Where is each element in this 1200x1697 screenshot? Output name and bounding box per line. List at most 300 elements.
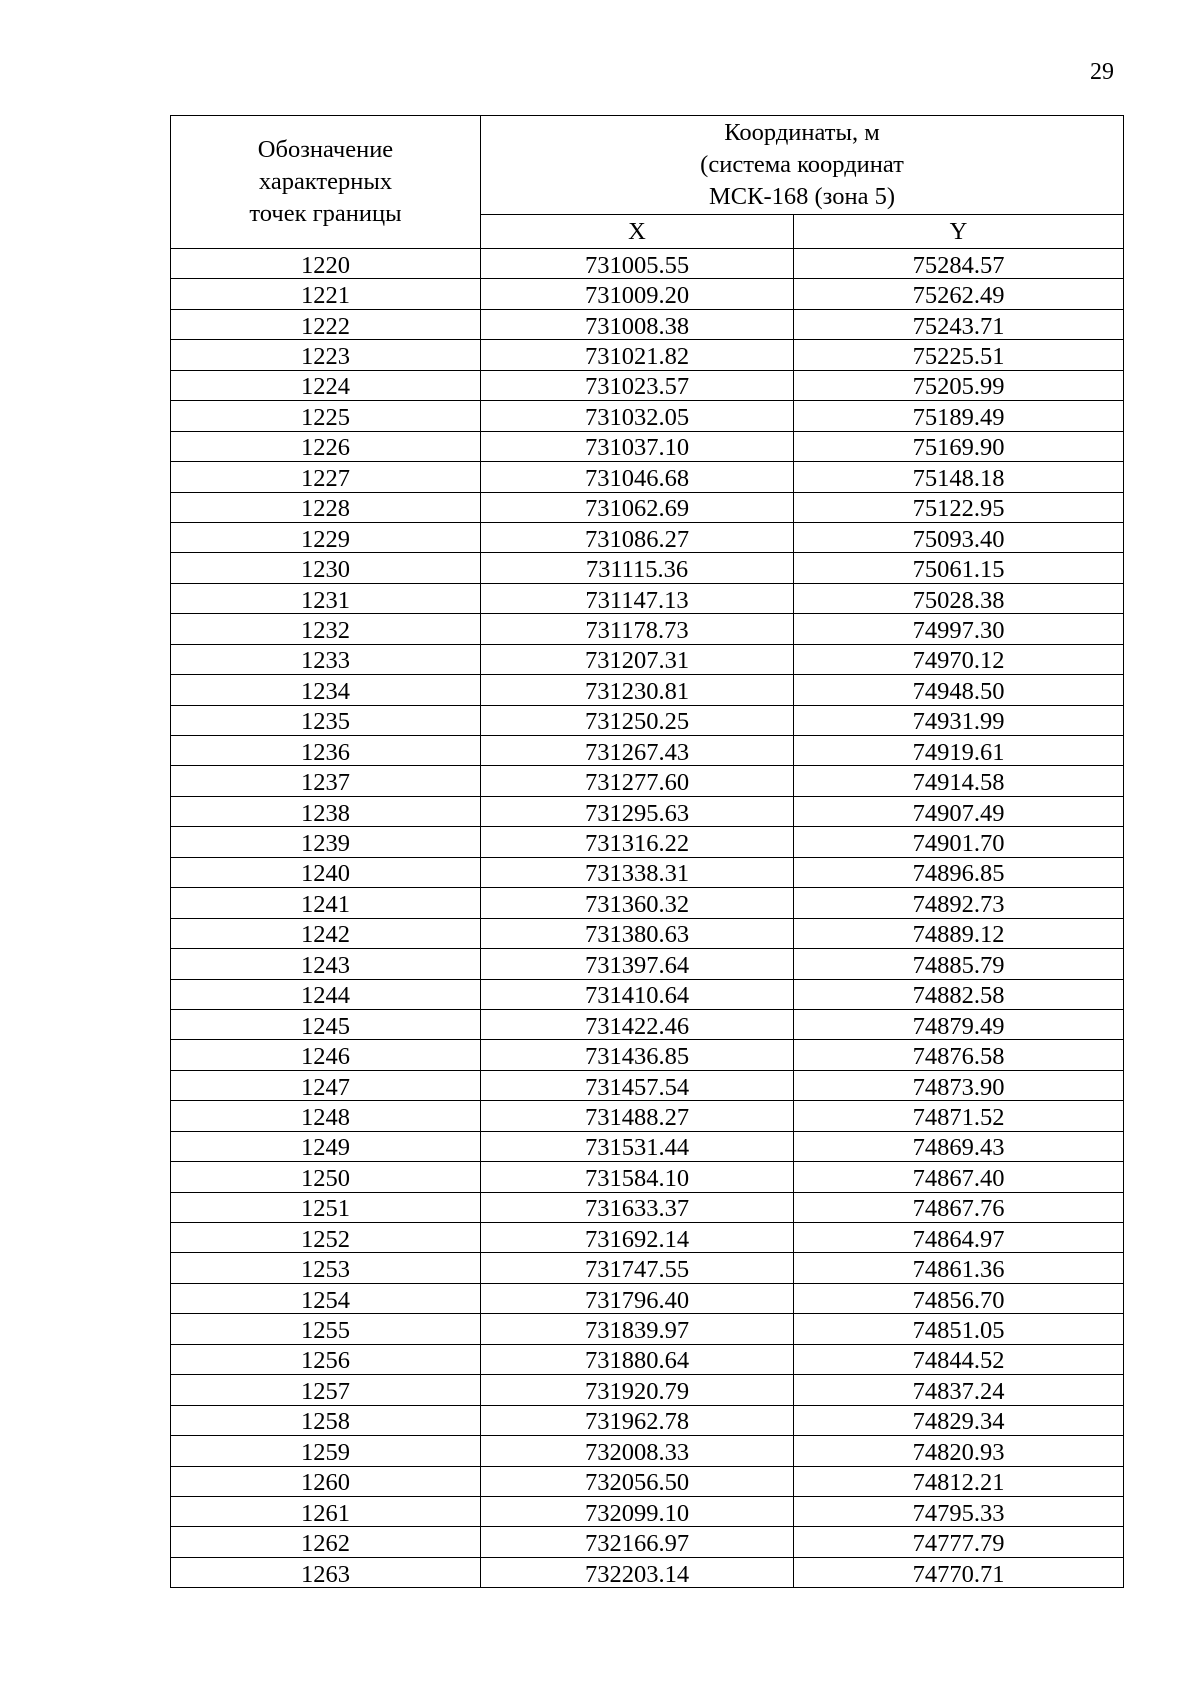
point-cell (171, 827, 481, 857)
point-cell (171, 1131, 481, 1161)
x-coordinate-cell-text: 732166.97 (584, 1530, 690, 1558)
y-coordinate-cell (794, 857, 1124, 887)
y-coordinate-cell (794, 1040, 1124, 1070)
table-row (171, 462, 1124, 492)
x-coordinate-cell (481, 1466, 794, 1496)
x-coordinate-cell (481, 462, 794, 492)
point-cell-text: 1221 (301, 282, 350, 310)
y-coordinate-cell (794, 1405, 1124, 1435)
x-coordinate-cell-text: 731023.57 (584, 373, 690, 401)
table-row (171, 279, 1124, 309)
x-coordinate-cell-text: 732203.14 (584, 1560, 690, 1588)
point-cell-text: 1244 (301, 982, 350, 1010)
x-coordinate-cell (481, 918, 794, 948)
point-cell-text: 1230 (301, 556, 350, 584)
y-coordinate-cell (794, 1436, 1124, 1466)
table-row (171, 309, 1124, 339)
table-row (171, 1405, 1124, 1435)
point-cell-text: 1260 (301, 1469, 350, 1497)
coords-header-line3: МСК-168 (зона 5) (709, 183, 895, 210)
point-cell (171, 462, 481, 492)
x-coordinate-cell (481, 1101, 794, 1131)
x-coordinate-cell-text: 731380.63 (584, 921, 690, 949)
y-coordinate-cell-text: 74896.85 (912, 860, 1005, 888)
y-coordinate-cell-text: 74873.90 (912, 1073, 1005, 1101)
x-coordinate-cell-text: 731316.22 (584, 830, 690, 858)
y-coordinate-cell (794, 462, 1124, 492)
y-coordinate-cell (794, 1070, 1124, 1100)
y-coordinate-cell (794, 522, 1124, 552)
table-row (171, 1192, 1124, 1222)
table-row (171, 1466, 1124, 1496)
x-coordinate-cell (481, 736, 794, 766)
y-coordinate-cell-text: 74876.58 (912, 1043, 1005, 1071)
x-coordinate-cell-text: 731488.27 (584, 1103, 690, 1131)
point-cell-text: 1252 (301, 1225, 350, 1253)
point-cell-text: 1258 (301, 1408, 350, 1436)
table-row (171, 918, 1124, 948)
x-coordinate-cell (481, 888, 794, 918)
point-cell-text: 1245 (301, 1012, 350, 1040)
y-coordinate-cell-text: 75028.38 (912, 586, 1005, 614)
point-cell (171, 1040, 481, 1070)
x-coordinate-cell (481, 827, 794, 857)
y-coordinate-cell (794, 766, 1124, 796)
x-coordinate-cell (481, 249, 794, 279)
x-coordinate-cell (481, 583, 794, 613)
table-row (171, 1040, 1124, 1070)
point-cell (171, 583, 481, 613)
y-coordinate-cell-text: 74931.99 (912, 708, 1005, 736)
point-cell-text: 1248 (301, 1103, 350, 1131)
x-coordinate-cell-text: 731037.10 (584, 434, 690, 462)
y-coordinate-cell (794, 583, 1124, 613)
y-coordinate-cell-text: 74997.30 (912, 616, 1005, 644)
table-row (171, 614, 1124, 644)
point-cell-text: 1233 (301, 647, 350, 675)
x-coordinate-cell (481, 614, 794, 644)
x-coordinate-cell-text: 731021.82 (584, 343, 690, 371)
point-cell-text: 1229 (301, 525, 350, 553)
y-coordinate-cell-text: 74829.34 (912, 1408, 1005, 1436)
point-cell-text: 1247 (301, 1073, 350, 1101)
x-coordinate-cell (481, 1070, 794, 1100)
x-coordinate-cell-text: 731692.14 (584, 1225, 690, 1253)
x-coordinate-cell (481, 1557, 794, 1587)
y-coordinate-cell (794, 1223, 1124, 1253)
x-coordinate-cell-text: 731032.05 (584, 403, 690, 431)
y-coordinate-cell (794, 401, 1124, 431)
y-coordinate-cell-text: 74948.50 (912, 677, 1005, 705)
y-coordinate-cell-text: 74861.36 (912, 1256, 1005, 1284)
x-coordinate-cell (481, 1253, 794, 1283)
x-coordinate-cell-text: 731046.68 (584, 464, 690, 492)
point-cell (171, 401, 481, 431)
x-coordinate-cell-text: 731796.40 (584, 1286, 690, 1314)
table-row (171, 949, 1124, 979)
y-coordinate-cell-text: 74869.43 (912, 1134, 1005, 1162)
x-coordinate-cell-text: 731920.79 (584, 1377, 690, 1405)
y-coordinate-cell-text: 75148.18 (912, 464, 1005, 492)
x-coordinate-cell-text: 731267.43 (584, 738, 690, 766)
x-coordinate-cell-text: 731633.37 (584, 1195, 690, 1223)
x-coordinate-cell-text: 731277.60 (584, 769, 690, 797)
y-coordinate-cell (794, 1375, 1124, 1405)
table-row (171, 796, 1124, 826)
table-row (171, 1253, 1124, 1283)
table-row (171, 1070, 1124, 1100)
x-coordinate-cell (481, 796, 794, 826)
x-coordinate-cell (481, 1131, 794, 1161)
x-coordinate-cell-text: 731147.13 (585, 586, 689, 614)
point-cell (171, 949, 481, 979)
y-coordinate-cell-text: 75122.95 (912, 495, 1005, 523)
point-cell-text: 1240 (301, 860, 350, 888)
coords-header-line2: (система координат (700, 151, 904, 178)
y-coordinate-cell (794, 249, 1124, 279)
table-row (171, 979, 1124, 1009)
point-cell-text: 1259 (301, 1438, 350, 1466)
x-coordinate-cell-text: 731295.63 (584, 799, 690, 827)
y-coordinate-cell (794, 736, 1124, 766)
point-cell (171, 1405, 481, 1435)
x-coordinate-cell-text: 731178.73 (585, 616, 689, 644)
y-coordinate-cell (794, 492, 1124, 522)
table-row (171, 1314, 1124, 1344)
x-coordinate-cell-text: 731086.27 (584, 525, 690, 553)
x-coordinate-cell-text: 731422.46 (584, 1012, 690, 1040)
y-coordinate-cell-text: 74885.79 (912, 951, 1005, 979)
point-cell (171, 1009, 481, 1039)
table-row (171, 522, 1124, 552)
point-cell-text: 1249 (301, 1134, 350, 1162)
point-cell (171, 614, 481, 644)
table-row (171, 736, 1124, 766)
table-row (171, 888, 1124, 918)
coordinates-table (170, 115, 1124, 1588)
x-column-header: X (481, 215, 794, 249)
y-coordinate-cell (794, 1162, 1124, 1192)
y-coordinate-cell (794, 644, 1124, 674)
table-row (171, 1009, 1124, 1039)
point-cell (171, 644, 481, 674)
x-coordinate-cell (481, 1040, 794, 1070)
y-coordinate-cell (794, 1314, 1124, 1344)
x-coordinate-cell-text: 732099.10 (584, 1499, 690, 1527)
x-coordinate-cell (481, 370, 794, 400)
x-coordinate-cell-text: 731338.31 (584, 860, 690, 888)
point-cell-text: 1253 (301, 1256, 350, 1284)
table-row (171, 827, 1124, 857)
y-coordinate-cell (794, 979, 1124, 1009)
table-row (171, 1436, 1124, 1466)
point-cell-text: 1236 (301, 738, 350, 766)
x-coordinate-cell (481, 401, 794, 431)
x-coordinate-cell (481, 1405, 794, 1435)
y-coordinate-cell (794, 1557, 1124, 1587)
y-coordinate-cell-text: 74795.33 (912, 1499, 1005, 1527)
y-coordinate-cell (794, 1131, 1124, 1161)
x-coordinate-cell (481, 553, 794, 583)
x-coordinate-cell-text: 731839.97 (584, 1317, 690, 1345)
table-row (171, 705, 1124, 735)
point-cell-text: 1228 (301, 495, 350, 523)
x-coordinate-cell (481, 492, 794, 522)
point-cell-text: 1246 (301, 1043, 350, 1071)
table-row (171, 1283, 1124, 1313)
point-cell (171, 553, 481, 583)
point-cell (171, 1466, 481, 1496)
y-coordinate-cell-text: 75262.49 (912, 282, 1005, 310)
x-coordinate-cell (481, 1283, 794, 1313)
x-coordinate-cell (481, 1192, 794, 1222)
y-coordinate-cell-text: 74882.58 (912, 982, 1005, 1010)
x-coordinate-cell-text: 731531.44 (584, 1134, 690, 1162)
point-cell (171, 888, 481, 918)
table-row (171, 857, 1124, 887)
y-coordinate-cell-text: 74820.93 (912, 1438, 1005, 1466)
point-cell (171, 1283, 481, 1313)
table-row (171, 492, 1124, 522)
point-cell (171, 1101, 481, 1131)
point-cell-text: 1263 (301, 1560, 350, 1588)
x-coordinate-cell (481, 309, 794, 339)
point-cell (171, 1436, 481, 1466)
point-cell (171, 979, 481, 1009)
point-cell-text: 1227 (301, 464, 350, 492)
y-coordinate-cell-text: 74812.21 (912, 1469, 1005, 1497)
y-coordinate-cell (794, 1527, 1124, 1557)
x-coordinate-cell (481, 340, 794, 370)
point-cell-text: 1235 (301, 708, 350, 736)
table-row (171, 1162, 1124, 1192)
x-coordinate-cell (481, 1314, 794, 1344)
y-coordinate-cell-text: 75061.15 (912, 556, 1005, 584)
point-cell (171, 1557, 481, 1587)
y-coordinate-cell (794, 918, 1124, 948)
x-coordinate-cell-text: 731962.78 (584, 1408, 690, 1436)
table-row (171, 1375, 1124, 1405)
y-coordinate-cell (794, 431, 1124, 461)
y-coordinate-cell (794, 705, 1124, 735)
table-row (171, 1527, 1124, 1557)
x-coordinate-cell-text: 732008.33 (584, 1438, 690, 1466)
x-coordinate-cell (481, 1162, 794, 1192)
point-cell (171, 796, 481, 826)
point-cell-text: 1232 (301, 616, 350, 644)
y-coordinate-cell (794, 1283, 1124, 1313)
point-cell-text: 1261 (301, 1499, 350, 1527)
x-coordinate-cell (481, 979, 794, 1009)
y-coordinate-cell (794, 1009, 1124, 1039)
y-coordinate-cell (794, 370, 1124, 400)
point-cell (171, 492, 481, 522)
point-cell (171, 1375, 481, 1405)
point-cell (171, 522, 481, 552)
x-coordinate-cell (481, 1375, 794, 1405)
x-coordinate-cell-text: 731360.32 (584, 890, 690, 918)
point-cell-text: 1226 (301, 434, 350, 462)
y-coordinate-cell (794, 1101, 1124, 1131)
y-coordinate-cell (794, 1496, 1124, 1526)
y-coordinate-cell-text: 75284.57 (912, 251, 1005, 279)
point-cell (171, 675, 481, 705)
y-coordinate-cell-text: 74844.52 (912, 1347, 1005, 1375)
point-cell-text: 1238 (301, 799, 350, 827)
x-coordinate-cell-text: 731397.64 (584, 951, 690, 979)
x-coordinate-cell-text: 731230.81 (584, 677, 690, 705)
point-cell (171, 1223, 481, 1253)
table-row (171, 1496, 1124, 1526)
y-coordinate-cell-text: 75189.49 (912, 403, 1005, 431)
point-cell-text: 1241 (301, 890, 350, 918)
point-cell (171, 249, 481, 279)
point-cell (171, 1162, 481, 1192)
y-coordinate-cell-text: 75169.90 (912, 434, 1005, 462)
y-coordinate-cell-text: 74889.12 (912, 921, 1005, 949)
y-coordinate-cell-text: 74867.40 (912, 1164, 1005, 1192)
x-coordinate-cell-text: 731436.85 (584, 1043, 690, 1071)
table-row (171, 583, 1124, 613)
x-coordinate-cell-text: 731008.38 (584, 312, 690, 340)
point-header-line3: точек границы (249, 200, 402, 227)
x-coordinate-cell (481, 1344, 794, 1374)
y-coordinate-cell-text: 74907.49 (912, 799, 1005, 827)
point-cell-text: 1262 (301, 1530, 350, 1558)
y-coordinate-cell (794, 888, 1124, 918)
y-coordinate-cell-text: 74837.24 (912, 1377, 1005, 1405)
table-row (171, 1557, 1124, 1587)
y-coordinate-cell (794, 1344, 1124, 1374)
coordinates-header (481, 116, 1124, 215)
point-cell-text: 1242 (301, 921, 350, 949)
point-cell (171, 1192, 481, 1222)
table-row (171, 1223, 1124, 1253)
x-coordinate-cell-text: 731584.10 (584, 1164, 690, 1192)
point-cell-text: 1237 (301, 769, 350, 797)
table-row (171, 431, 1124, 461)
x-coordinate-cell (481, 644, 794, 674)
y-coordinate-cell (794, 614, 1124, 644)
y-coordinate-cell (794, 553, 1124, 583)
point-cell (171, 736, 481, 766)
point-cell (171, 1070, 481, 1100)
x-coordinate-cell (481, 857, 794, 887)
x-coordinate-cell (481, 1009, 794, 1039)
x-coordinate-cell (481, 1223, 794, 1253)
point-cell-text: 1224 (301, 373, 350, 401)
point-cell-text: 1254 (301, 1286, 350, 1314)
x-coordinate-cell (481, 279, 794, 309)
point-cell (171, 340, 481, 370)
x-coordinate-cell-text: 731880.64 (584, 1347, 690, 1375)
point-cell (171, 309, 481, 339)
table-row (171, 1131, 1124, 1161)
y-coordinate-cell-text: 74864.97 (912, 1225, 1005, 1253)
point-cell (171, 1314, 481, 1344)
table-row (171, 553, 1124, 583)
y-coordinate-cell (794, 1466, 1124, 1496)
point-cell (171, 857, 481, 887)
x-coordinate-cell-text: 731062.69 (584, 495, 690, 523)
point-cell-text: 1234 (301, 677, 350, 705)
point-cell-text: 1225 (301, 403, 350, 431)
x-coordinate-cell (481, 1496, 794, 1526)
y-coordinate-cell-text: 74879.49 (912, 1012, 1005, 1040)
point-cell (171, 431, 481, 461)
point-cell-text: 1220 (301, 251, 350, 279)
table-row (171, 249, 1124, 279)
point-cell (171, 279, 481, 309)
point-cell-text: 1239 (301, 830, 350, 858)
point-cell (171, 1496, 481, 1526)
y-coordinate-cell-text: 74970.12 (912, 647, 1005, 675)
point-cell-text: 1250 (301, 1164, 350, 1192)
x-coordinate-cell-text: 731009.20 (584, 282, 690, 310)
point-cell-text: 1223 (301, 343, 350, 371)
table-row (171, 675, 1124, 705)
x-coordinate-cell-text: 731005.55 (584, 251, 690, 279)
point-cell (171, 1344, 481, 1374)
point-cell-text: 1256 (301, 1347, 350, 1375)
point-cell (171, 1253, 481, 1283)
point-header-line2: характерных (258, 168, 393, 195)
y-coordinate-cell (794, 827, 1124, 857)
table-row (171, 1344, 1124, 1374)
y-coordinate-cell (794, 675, 1124, 705)
table-row (171, 401, 1124, 431)
y-coordinate-cell (794, 1192, 1124, 1222)
y-coordinate-cell (794, 279, 1124, 309)
y-coordinate-cell-text: 74851.05 (912, 1317, 1005, 1345)
y-coordinate-cell (794, 1253, 1124, 1283)
table-row (171, 370, 1124, 400)
point-cell-text: 1243 (301, 951, 350, 979)
x-coordinate-cell-text: 731250.25 (584, 708, 690, 736)
point-cell-text: 1222 (301, 312, 350, 340)
y-column-header: Y (794, 215, 1124, 249)
x-coordinate-cell-text: 731457.54 (584, 1073, 690, 1101)
y-coordinate-cell (794, 309, 1124, 339)
point-cell-text: 1255 (301, 1317, 350, 1345)
y-coordinate-cell-text: 74892.73 (912, 890, 1005, 918)
point-cell (171, 370, 481, 400)
x-coordinate-cell (481, 705, 794, 735)
x-coordinate-cell (481, 1436, 794, 1466)
coords-header-line1: Координаты, м (724, 119, 880, 146)
x-coordinate-cell (481, 522, 794, 552)
point-cell (171, 918, 481, 948)
y-coordinate-cell-text: 75225.51 (912, 343, 1005, 371)
point-cell-text: 1257 (301, 1377, 350, 1405)
y-coordinate-cell-text: 75243.71 (912, 312, 1005, 340)
y-coordinate-cell-text: 74770.71 (912, 1560, 1005, 1588)
x-coordinate-cell (481, 949, 794, 979)
y-coordinate-cell-text: 74901.70 (912, 830, 1005, 858)
y-coordinate-cell (794, 796, 1124, 826)
y-coordinate-cell-text: 74856.70 (912, 1286, 1005, 1314)
x-coordinate-cell (481, 766, 794, 796)
point-cell (171, 705, 481, 735)
y-coordinate-cell-text: 74914.58 (912, 769, 1005, 797)
y-coordinate-cell-text: 75093.40 (912, 525, 1005, 553)
table-row (171, 340, 1124, 370)
y-coordinate-cell (794, 340, 1124, 370)
x-coordinate-cell (481, 431, 794, 461)
point-designation-header (171, 116, 481, 249)
x-coordinate-cell-text: 731115.36 (585, 556, 689, 584)
table-row (171, 644, 1124, 674)
